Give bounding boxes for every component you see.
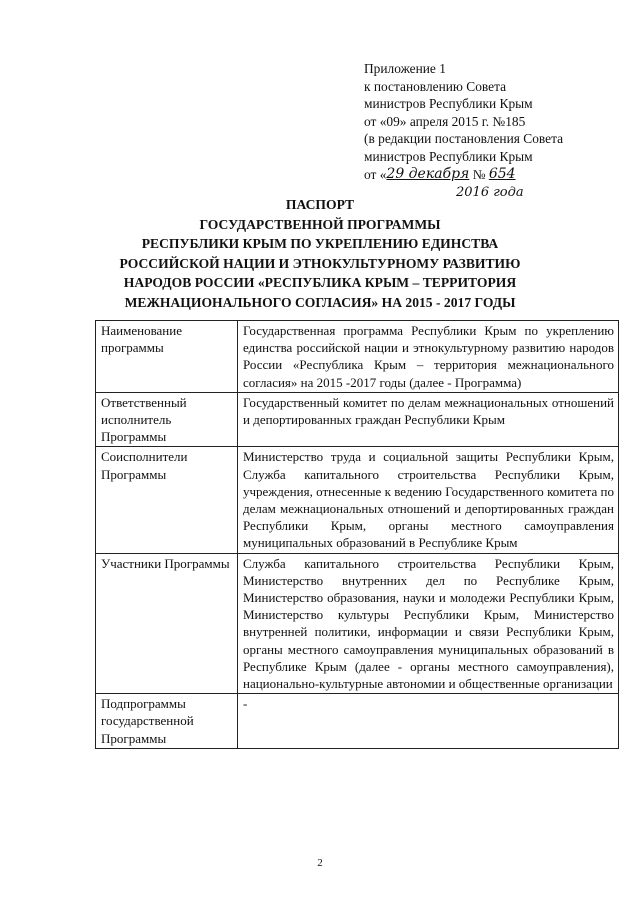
table-row <box>96 553 619 694</box>
title-line-6: МЕЖНАЦИОНАЛЬНОГО СОГЛАСИЯ» НА 2015 - 2017 ГОДЫ <box>124 294 516 310</box>
row-label: Соисполнители Программы <box>96 447 238 553</box>
row-label: Подпрограммы государственной Программы <box>96 694 238 749</box>
table-row <box>96 694 619 749</box>
row-value: Министерство труда и социальной защиты Республики Крым, Служба капитального строительства Республики Крым, учреждения, отнесенные к ведению Государственного комитета по делам межнациональных отношений и депортированных граждан Республики Крым, органы местного самоуправления муниципальных образований в Республике Крым <box>238 447 619 553</box>
row-label: Наименование программы <box>96 321 238 393</box>
row-value: - <box>238 694 619 749</box>
appendix-line-5: (в редакции постановления Совета <box>364 131 564 147</box>
row-label: Ответственный исполнитель Программы <box>96 392 238 447</box>
appendix-date-line <box>364 166 624 185</box>
handwritten-date: 29 декабря <box>386 165 470 182</box>
page-number: 2 <box>317 857 323 869</box>
passport-title <box>60 195 580 312</box>
table-row <box>96 392 619 447</box>
title-line-3: РЕСПУБЛИКИ КРЫМ ПО УКРЕПЛЕНИЮ ЕДИНСТВА <box>141 236 499 251</box>
title-line-2: ГОСУДАРСТВЕННОЙ ПРОГРАММЫ <box>199 216 441 232</box>
number-prefix: № <box>472 166 486 182</box>
title-line-1: ПАСПОРТ <box>285 197 355 212</box>
appendix-line-1: Приложение 1 <box>364 61 446 76</box>
appendix-line-6: министров Республики Крым <box>364 148 533 164</box>
title-line-4: РОССИЙСКОЙ НАЦИИ И ЭТНОКУЛЬТУРНОМУ РАЗВИТИЮ <box>119 255 521 271</box>
title-line-5: НАРОДОВ РОССИИ «РЕСПУБЛИКА КРЫМ – ТЕРРИТОРИЯ <box>123 275 517 290</box>
appendix-line-4: от «09» апреля 2015 г. №185 <box>364 113 526 129</box>
table-row <box>96 447 619 553</box>
handwritten-number: 654 <box>488 165 516 182</box>
date-prefix: от « <box>364 166 387 182</box>
passport-table <box>95 320 619 749</box>
row-value: Государственная программа Республики Крым по укреплению единства российской нации и этнокультурному развитию народов России «Республика Крым – территория межнационального согласия» на 2015 -2017 годы (далее - Программа) <box>238 321 619 393</box>
appendix-line-2: к постановлению Совета <box>364 78 507 94</box>
row-label: Участники Программы <box>96 553 238 694</box>
appendix-header <box>364 60 624 199</box>
row-value: Служба капитального строительства Республики Крым, Министерство внутренних дел по Республике Крым, Министерство образования, науки и молодежи Республики Крым, Министерство культуры Республики Крым, Министерство внутренней политики, информации и связи Республики Крым, органы местного самоуправления муниципальных образований в Республике Крым (далее - органы местного самоуправления), национально-культурные автономии и общественные организации <box>238 553 619 694</box>
appendix-line-3: министров Республики Крым <box>364 96 533 112</box>
row-value: Государственный комитет по делам межнациональных отношений и депортированных граждан Республики Крым <box>238 392 619 447</box>
handwritten-year: 2016 года <box>456 185 524 201</box>
table-row <box>96 321 619 393</box>
